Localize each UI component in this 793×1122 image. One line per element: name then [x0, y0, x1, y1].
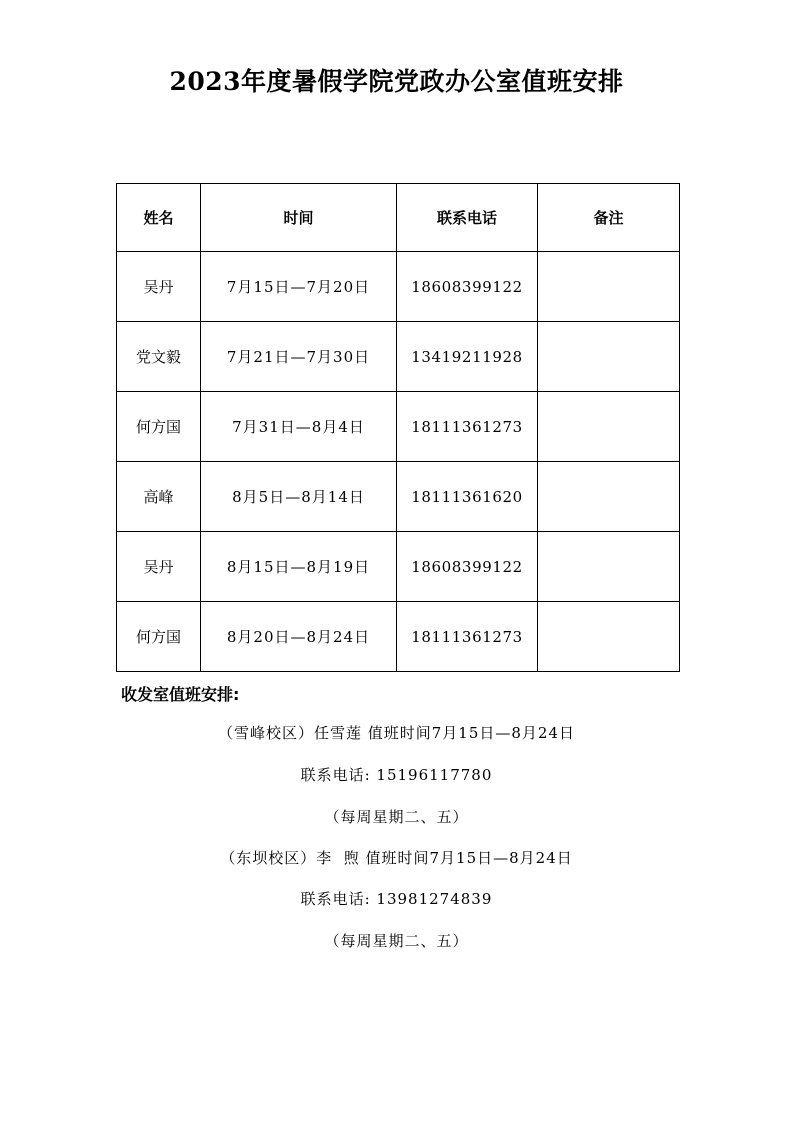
cell-name: 何方国	[117, 392, 201, 462]
mailroom-line-dongba-phone: 联系电话: 13981274839	[300, 890, 493, 908]
cell-phone: 18608399122	[397, 532, 538, 602]
cell-phone: 18111361620	[397, 462, 538, 532]
header-time: 时间	[201, 184, 397, 252]
mailroom-line-xuefeng-schedule: （雪峰校区）任雪莲 值班时间7月15日—8月24日	[217, 724, 576, 742]
cell-phone: 18111361273	[397, 602, 538, 672]
cell-name: 高峰	[117, 462, 201, 532]
cell-time: 7月21日—7月30日	[201, 322, 397, 392]
table-row	[117, 602, 680, 672]
mailroom-line-dongba-days: （每周星期二、五）	[324, 932, 469, 950]
table-header-row	[117, 184, 680, 252]
document-title: 2023年度暑假学院党政办公室值班安排	[169, 67, 624, 96]
cell-note	[538, 602, 680, 672]
table-row	[117, 322, 680, 392]
mailroom-line-xuefeng-days: （每周星期二、五）	[324, 808, 469, 826]
cell-name: 何方国	[117, 602, 201, 672]
cell-time: 7月15日—7月20日	[201, 252, 397, 322]
mailroom-heading: 收发室值班安排:	[121, 685, 240, 704]
cell-phone: 18608399122	[397, 252, 538, 322]
cell-time: 8月15日—8月19日	[201, 532, 397, 602]
header-phone: 联系电话	[397, 184, 538, 252]
cell-phone: 13419211928	[397, 322, 538, 392]
cell-note	[538, 322, 680, 392]
mailroom-line-dongba-schedule: （东坝校区）李 煦 值班时间7月15日—8月24日	[220, 849, 573, 867]
table-row	[117, 462, 680, 532]
header-note: 备注	[538, 184, 680, 252]
cell-note	[538, 252, 680, 322]
cell-name: 吴丹	[117, 532, 201, 602]
cell-time: 8月5日—8月14日	[201, 462, 397, 532]
cell-time: 7月31日—8月4日	[201, 392, 397, 462]
cell-time: 8月20日—8月24日	[201, 602, 397, 672]
cell-name: 吴丹	[117, 252, 201, 322]
table-row	[117, 252, 680, 322]
cell-note	[538, 462, 680, 532]
duty-schedule-table	[116, 183, 680, 672]
cell-note	[538, 392, 680, 462]
table-row	[117, 532, 680, 602]
mailroom-line-xuefeng-phone: 联系电话: 15196117780	[300, 766, 493, 784]
header-name: 姓名	[117, 184, 201, 252]
cell-phone: 18111361273	[397, 392, 538, 462]
table-row	[117, 392, 680, 462]
cell-name: 党文毅	[117, 322, 201, 392]
cell-note	[538, 532, 680, 602]
